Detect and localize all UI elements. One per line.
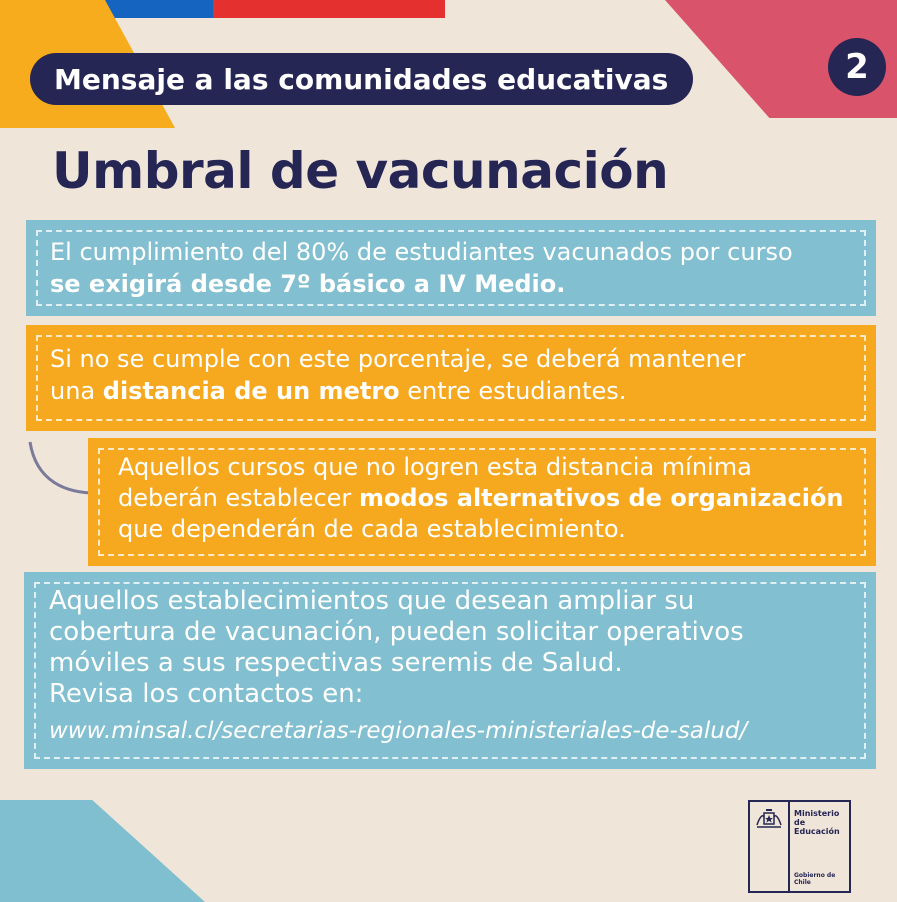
vaccination-line4: Revisa los contactos en: xyxy=(49,679,364,709)
alternatives-line1: Aquellos cursos que no logren esta distancia mínima xyxy=(118,453,752,481)
government-name: Gobierno de Chile xyxy=(794,872,836,886)
info-box-vaccination xyxy=(24,572,876,769)
logo-left-panel xyxy=(750,802,790,891)
vaccination-line1: Aquellos establecimientos que desean ampliar su xyxy=(49,586,695,616)
flag-bar-red xyxy=(213,0,445,18)
ministry-line2: Educación xyxy=(794,827,840,836)
info-box-distance xyxy=(26,325,876,431)
page-number-badge xyxy=(828,38,886,96)
distance-bold: distancia de un metro xyxy=(102,377,400,405)
vaccination-text xyxy=(49,586,851,710)
distance-post: entre estudiantes. xyxy=(399,377,627,405)
info-box-alternatives xyxy=(88,438,876,566)
minsal-link[interactable]: www.minsal.cl/secretarias-regionales-ministeriales-de-salud/ xyxy=(49,718,748,744)
vaccination-line3: móviles a sus respectivas seremis de Salud. xyxy=(49,648,623,678)
header-banner xyxy=(30,53,693,105)
distance-text xyxy=(50,343,852,407)
ministry-logo xyxy=(748,800,851,893)
info-box-threshold xyxy=(26,220,876,316)
vaccination-line2: cobertura de vacunación, pueden solicitar operativos xyxy=(49,617,744,647)
threshold-text xyxy=(50,236,852,300)
distance-pre: una xyxy=(50,377,103,405)
page-number: 2 xyxy=(845,47,869,87)
threshold-line: El cumplimiento del 80% de estudiantes vacunados por curso xyxy=(50,238,793,266)
decor-shape-teal xyxy=(0,800,205,902)
chile-coat-of-arms-icon xyxy=(754,808,784,830)
alternatives-line3: que dependerán de cada establecimiento. xyxy=(118,515,626,543)
header-banner-text: Mensaje a las comunidades educativas xyxy=(54,62,669,96)
alternatives-bold: modos alternativos de organización xyxy=(358,484,844,512)
ministry-line1: Ministerio de xyxy=(794,809,840,827)
ministry-name xyxy=(794,809,849,836)
threshold-bold: se exigirá desde 7º básico a IV Medio. xyxy=(50,270,566,298)
page-title: Umbral de vacunación xyxy=(52,142,669,200)
distance-line: Si no se cumple con este porcentaje, se deberá mantener xyxy=(50,345,746,373)
alternatives-text xyxy=(118,452,846,545)
alternatives-pre: deberán establecer xyxy=(118,484,359,512)
